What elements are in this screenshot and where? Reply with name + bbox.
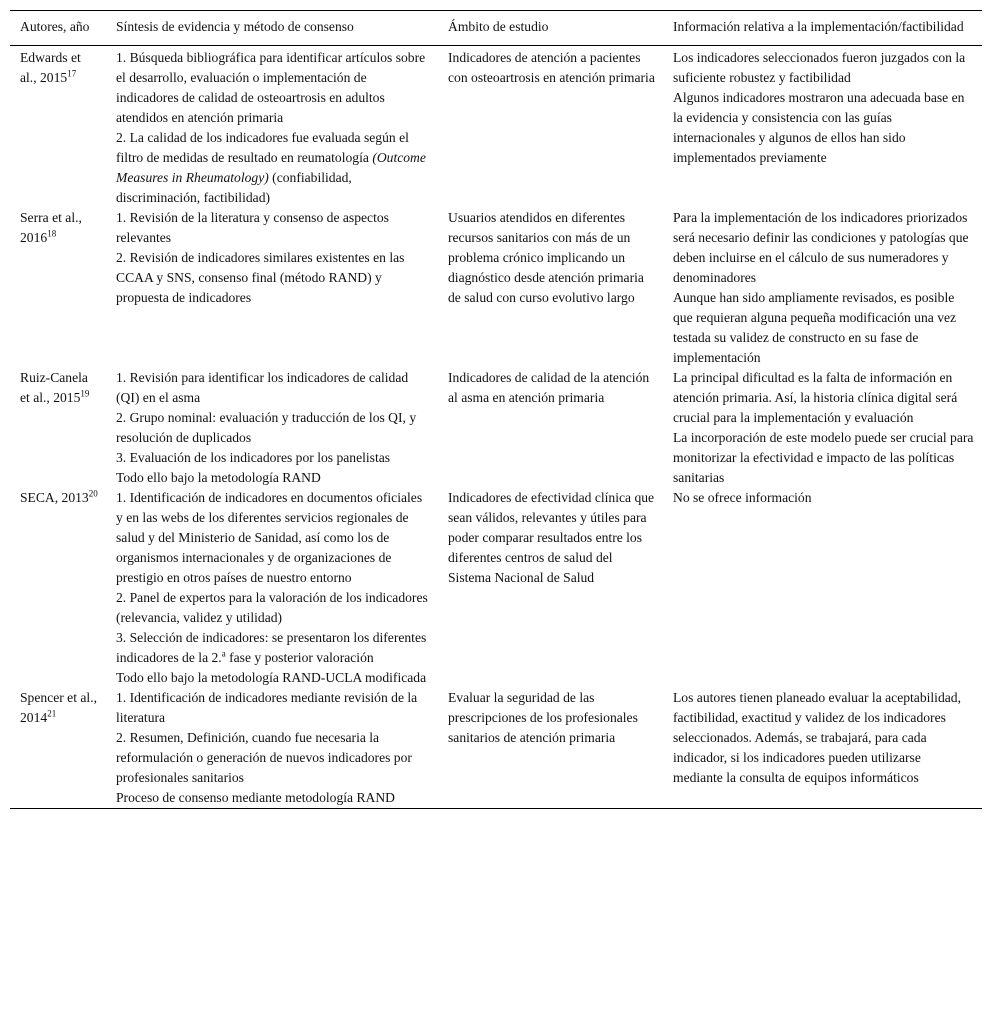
table-row <box>10 208 982 368</box>
header-scope: Ámbito de estudio <box>448 19 549 34</box>
header-synthesis: Síntesis de evidencia y método de consenso <box>116 19 354 34</box>
header-implementation: Información relativa a la implementación/factibilidad <box>673 19 964 34</box>
synthesis-line: 2. Revisión de indicadores similares existentes en las CCAA y SNS, consenso final (método RAND) y propuesta de indicadores <box>116 250 405 305</box>
synthesis-line: 2. Panel de expertos para la valoración de los indicadores (relevancia, validez y utilidad) <box>116 590 428 625</box>
scope-cell: Indicadores de efectividad clínica que sean válidos, relevantes y útiles para poder comparar resultados entre los diferentes centros de salud del Sistema Nacional de Salud <box>448 490 655 585</box>
implementation-line: La incorporación de este modelo puede ser crucial para monitorizar la efectividad e impacto de las políticas sanitarias <box>673 430 974 485</box>
author-cell <box>10 488 106 688</box>
implementation-line: Para la implementación de los indicadores priorizados será necesario definir las condiciones y patologías que deben incluirse en el cálculo de sus numeradores y denominadores <box>673 210 969 285</box>
implementation-cell <box>663 488 982 688</box>
synthesis-line: Proceso de consenso mediante metodología RAND <box>116 790 395 805</box>
synthesis-line: 1. Búsqueda bibliográfica para identificar artículos sobre el desarrollo, evaluación o implementación de indicadores de calidad de osteoartrosis en adultos atendidos en atención primaria <box>116 50 426 125</box>
synthesis-line: 1. Revisión para identificar los indicadores de calidad (QI) en el asma <box>116 370 409 405</box>
superscript: a <box>221 648 226 659</box>
synthesis-cell <box>106 368 438 488</box>
implementation-line: No se ofrece información <box>673 490 812 505</box>
reference-number: 21 <box>47 708 57 719</box>
synthesis-line: Todo ello bajo la metodología RAND-UCLA modificada <box>116 670 427 685</box>
synthesis-line: 1. Identificación de indicadores en documentos oficiales y en las webs de los diferentes servicios regionales de salud y del Ministerio de Sanidad, así como los de organismos internacionales y de organizaciones de prestigio en otros países de nuestro entorno <box>116 490 423 585</box>
synthesis-line: 2. La calidad de los indicadores fue evaluada según el filtro de medidas de resultado en reumatología (Outcome Measures in Rheumatology) (confiabilidad, discriminación, factibilidad) <box>116 130 426 205</box>
synthesis-cell <box>106 488 438 688</box>
implementation-cell <box>663 368 982 488</box>
author-name: Serra et al., 2016 <box>20 210 82 245</box>
implementation-cell <box>663 688 982 809</box>
synthesis-cell <box>106 688 438 809</box>
table-row <box>10 688 982 809</box>
reference-number: 18 <box>47 228 57 239</box>
reference-number: 20 <box>88 488 98 499</box>
implementation-line: La principal dificultad es la falta de información en atención primaria. Así, la historia clínica digital será crucial para la implementación y evaluación <box>673 370 958 425</box>
table-row <box>10 46 982 209</box>
implementation-line: Algunos indicadores mostraron una adecuada base en la evidencia y consistencia con las guías internacionales y algunos de ellos han sido implementados previamente <box>673 90 965 165</box>
italic-text: (Outcome Measures in Rheumatology) <box>116 150 426 185</box>
synthesis-line: 1. Revisión de la literatura y consenso de aspectos relevantes <box>116 210 389 245</box>
author-name: Ruiz-Canela et al., 2015 <box>20 370 88 405</box>
synthesis-line: 3. Evaluación de los indicadores por los panelistas <box>116 450 391 465</box>
implementation-cell <box>663 208 982 368</box>
reference-number: 17 <box>67 68 77 79</box>
scope-cell: Evaluar la seguridad de las prescripciones de los profesionales sanitarios de atención primaria <box>448 690 638 745</box>
scope-cell: Indicadores de atención a pacientes con osteoartrosis en atención primaria <box>448 50 655 85</box>
header-authors: Autores, año <box>20 19 90 34</box>
table-row <box>10 488 982 688</box>
author-cell <box>10 46 106 209</box>
table-header <box>10 11 982 46</box>
synthesis-line: 1. Identificación de indicadores mediante revisión de la literatura <box>116 690 418 725</box>
author-cell <box>10 688 106 809</box>
scope-cell: Usuarios atendidos en diferentes recursos sanitarios con más de un problema crónico implicando un diagnóstico desde atención primaria de salud con curso evolutivo largo <box>448 210 644 305</box>
implementation-line: Los indicadores seleccionados fueron juzgados con la suficiente robustez y factibilidad <box>673 50 966 85</box>
synthesis-line: 2. Grupo nominal: evaluación y traducción de los QI, y resolución de duplicados <box>116 410 417 445</box>
implementation-line: Aunque han sido ampliamente revisados, es posible que requieran alguna pequeña modificación una vez testada su validez de constructo en su fase de implementación <box>673 290 957 365</box>
synthesis-line: Todo ello bajo la metodología RAND <box>116 470 321 485</box>
author-cell <box>10 368 106 488</box>
reference-number: 19 <box>80 388 90 399</box>
author-cell <box>10 208 106 368</box>
synthesis-line: 3. Selección de indicadores: se presentaron los diferentes indicadores de la 2.$^a$ fase y posterior valoración <box>116 630 427 665</box>
synthesis-cell <box>106 46 438 209</box>
evidence-table <box>10 10 982 809</box>
author-name: Edwards et al., 2015 <box>20 50 81 85</box>
table-body <box>10 46 982 809</box>
synthesis-line: 2. Resumen, Definición, cuando fue necesaria la reformulación o generación de nuevos indicadores por profesionales sanitarios <box>116 730 412 785</box>
author-name: SECA, 2013 <box>20 490 89 505</box>
author-name: Spencer et al., 2014 <box>20 690 97 725</box>
implementation-line: Los autores tienen planeado evaluar la aceptabilidad, factibilidad, exactitud y validez de los indicadores seleccionados. Además, se trabajará, para cada indicador, si los indicadores pueden utilizarse mediante la consulta de equipos informáticos <box>673 690 961 785</box>
implementation-cell <box>663 46 982 209</box>
scope-cell: Indicadores de calidad de la atención al asma en atención primaria <box>448 370 650 405</box>
synthesis-cell <box>106 208 438 368</box>
table-row <box>10 368 982 488</box>
